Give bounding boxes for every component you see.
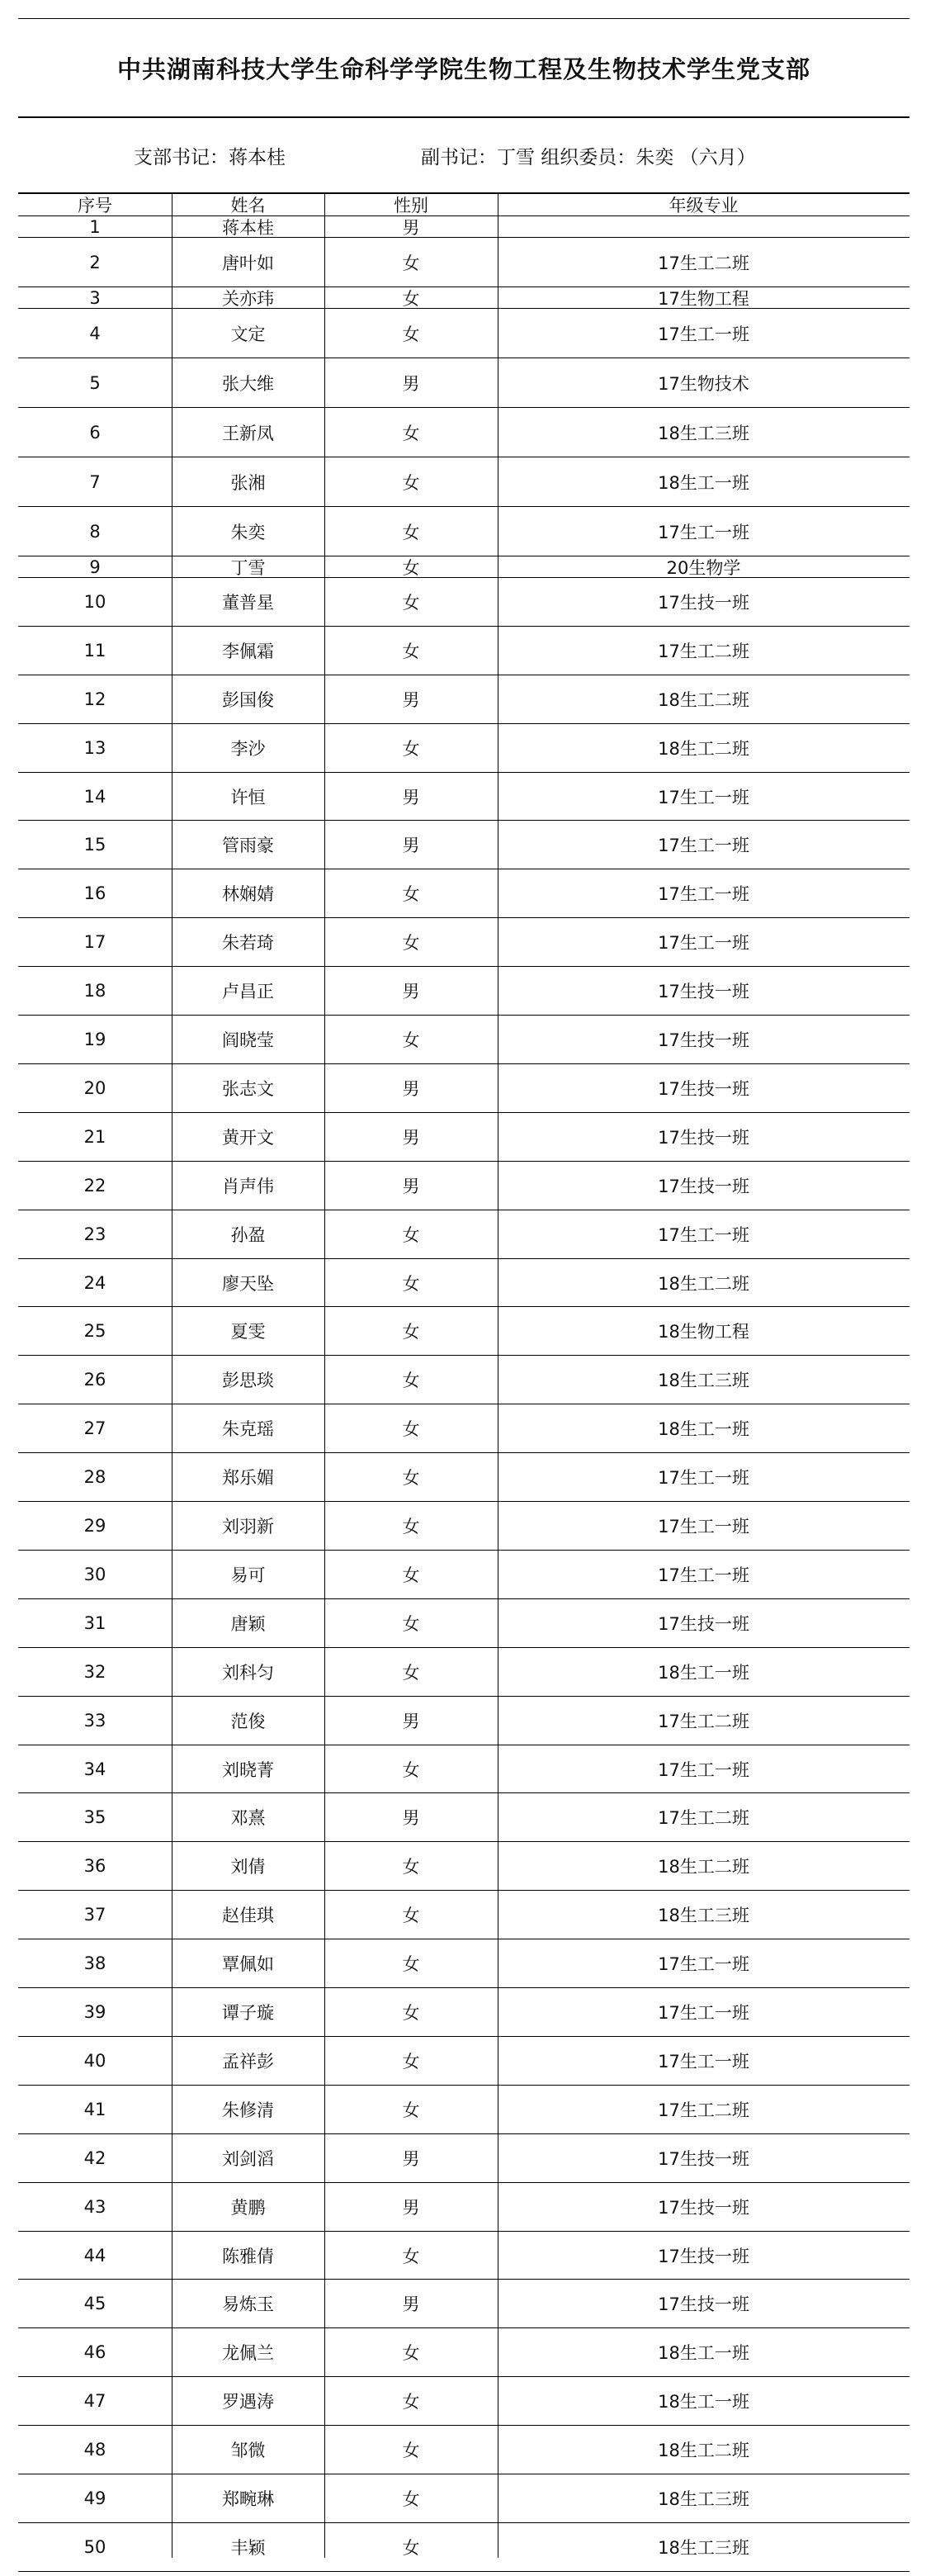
cell-grade-major: 18生工二班	[658, 2441, 749, 2461]
table-row	[18, 287, 909, 309]
cell-grade-major: 18生工三班	[658, 2537, 749, 2558]
table-row	[18, 2328, 909, 2377]
cell-seq: 26	[83, 1370, 106, 1390]
cell-name: 朱若琦	[222, 933, 274, 954]
deputy-and-committee: 副书记：丁雪 组织委员：朱奕 （六月）	[421, 147, 756, 168]
cell-name: 龙佩兰	[222, 2343, 274, 2364]
cell-gender: 女	[402, 2051, 420, 2072]
cell-seq: 20	[83, 1077, 106, 1098]
cell-seq: 43	[83, 2196, 106, 2217]
cell-grade-major: 18生工二班	[658, 738, 749, 759]
cell-name: 张湘	[230, 472, 266, 493]
table-row	[18, 2086, 909, 2134]
cell-name: 易炼玉	[222, 2294, 274, 2315]
cell-gender: 女	[402, 1759, 420, 1780]
cell-gender: 女	[402, 592, 420, 613]
table-row	[18, 1162, 909, 1210]
table-row	[18, 627, 909, 675]
document-title: 中共湖南科技大学生命科学学院生物工程及生物技术学生党支部	[18, 18, 909, 118]
cell-gender: 女	[402, 2246, 420, 2266]
cell-seq: 11	[83, 640, 106, 661]
cell-gender: 女	[402, 1613, 420, 1634]
table-row	[18, 1697, 909, 1745]
table-row	[18, 2474, 909, 2523]
table-row	[18, 967, 909, 1016]
cell-grade-major: 17生工二班	[658, 1711, 749, 1731]
cell-name: 刘羽新	[222, 1517, 274, 1537]
cell-seq: 23	[83, 1224, 106, 1244]
table-row	[18, 1939, 909, 1988]
table-header-row	[18, 193, 909, 216]
table-row	[18, 2280, 909, 2329]
table-row	[18, 1064, 909, 1113]
table-row	[18, 1891, 909, 1939]
table-row	[18, 2426, 909, 2474]
cell-grade-major: 18生工三班	[658, 1906, 749, 1926]
cell-grade-major: 17生工一班	[658, 1565, 749, 1585]
cell-grade-major: 17生技一班	[658, 2197, 749, 2218]
table-row	[18, 822, 909, 870]
cell-name: 朱修清	[222, 2100, 274, 2120]
cell-gender: 女	[402, 641, 420, 661]
cell-name: 廖天坠	[222, 1273, 274, 1294]
cell-gender: 女	[402, 884, 420, 905]
cell-seq: 47	[83, 2391, 106, 2412]
cell-seq: 30	[83, 1564, 106, 1584]
cell-gender: 男	[402, 982, 420, 1002]
cell-grade-major: 18生工二班	[658, 1273, 749, 1294]
table-row	[18, 1988, 909, 2037]
table-row	[18, 309, 909, 358]
cell-gender: 女	[402, 738, 420, 759]
cell-gender: 女	[402, 2343, 420, 2364]
cell-name: 刘剑滔	[222, 2148, 274, 2169]
table-row	[18, 457, 909, 507]
cell-grade-major: 18生工三班	[658, 1371, 749, 1391]
cell-name: 郑乐媚	[222, 1468, 274, 1489]
cell-seq: 5	[89, 372, 101, 393]
cell-seq: 15	[83, 835, 106, 855]
cell-grade-major: 17生工二班	[658, 2100, 749, 2120]
cell-name: 孟祥彭	[222, 2051, 274, 2072]
cell-grade-major: 17生工一班	[658, 2051, 749, 2072]
cell-gender: 女	[402, 1468, 420, 1489]
table-row	[18, 2134, 909, 2183]
cell-grade-major: 17生技一班	[658, 2294, 749, 2315]
cell-seq: 1	[89, 216, 101, 237]
cell-seq: 2	[89, 252, 101, 272]
cell-name: 刘科匀	[222, 1662, 274, 1683]
cell-name: 陈雅倩	[222, 2246, 274, 2266]
cell-seq: 31	[83, 1612, 106, 1633]
table-row	[18, 675, 909, 724]
cell-gender: 女	[402, 1419, 420, 1440]
cell-seq: 21	[83, 1126, 106, 1147]
cell-name: 黄鹏	[230, 2197, 266, 2218]
table-row	[18, 578, 909, 627]
cell-grade-major: 17生物工程	[658, 288, 749, 309]
cell-seq: 22	[83, 1175, 106, 1196]
cell-seq: 18	[83, 981, 106, 1002]
table-row	[18, 773, 909, 822]
cell-grade-major	[498, 216, 909, 237]
cell-gender: 男	[402, 1711, 420, 1731]
cell-gender: 男	[402, 1127, 420, 1148]
header-cell-name: 姓名	[230, 195, 266, 215]
cell-gender: 男	[402, 2294, 420, 2315]
cell-seq: 44	[83, 2245, 106, 2266]
cell-name: 肖声伟	[222, 1176, 274, 1196]
cell-gender: 男	[402, 1078, 420, 1099]
cell-seq: 17	[83, 932, 106, 953]
table-row	[18, 408, 909, 457]
cell-seq: 7	[89, 471, 101, 492]
cell-name: 文定	[230, 324, 266, 344]
cell-grade-major: 17生工二班	[658, 253, 749, 273]
cell-seq: 16	[83, 883, 106, 904]
header-cell-gender: 性别	[394, 195, 428, 215]
table-row	[18, 1016, 909, 1064]
table-row	[18, 1599, 909, 1648]
cell-name: 范俊	[230, 1711, 266, 1731]
cell-gender: 女	[402, 1371, 420, 1391]
cell-seq: 29	[83, 1516, 106, 1537]
cell-gender: 女	[402, 1517, 420, 1537]
cell-gender: 女	[402, 1273, 420, 1294]
cell-grade-major: 17生工一班	[658, 836, 749, 856]
cell-name: 谭子璇	[222, 2003, 274, 2024]
cell-gender: 女	[402, 2537, 420, 2558]
cell-gender: 女	[402, 1857, 420, 1878]
cell-grade-major: 17生工一班	[658, 787, 749, 807]
cell-gender: 女	[402, 1224, 420, 1245]
cell-grade-major: 17生工一班	[658, 1468, 749, 1489]
cell-seq: 48	[83, 2440, 106, 2460]
cell-gender: 女	[402, 933, 420, 954]
table-row	[18, 724, 909, 773]
cell-gender: 男	[402, 1176, 420, 1196]
cell-grade-major: 17生技一班	[658, 1176, 749, 1196]
cell-gender: 女	[402, 1662, 420, 1683]
cell-name: 唐叶如	[222, 253, 274, 273]
table-row	[18, 1356, 909, 1404]
cell-seq: 28	[83, 1467, 106, 1488]
cell-gender: 女	[402, 2489, 420, 2510]
cell-gender: 男	[402, 689, 420, 710]
cell-grade-major: 17生技一班	[658, 2246, 749, 2266]
cell-gender: 男	[402, 217, 420, 238]
cell-grade-major: 17生技一班	[658, 1030, 749, 1051]
cell-seq: 8	[89, 521, 101, 542]
cell-grade-major: 17生工一班	[658, 1954, 749, 1975]
cell-grade-major: 17生物技术	[658, 373, 749, 394]
cell-gender: 男	[402, 836, 420, 856]
branch-officers	[18, 117, 909, 194]
table-row	[18, 1502, 909, 1551]
table-row	[18, 507, 909, 556]
cell-grade-major: 17生工一班	[658, 324, 749, 344]
cell-grade-major: 17生工一班	[658, 1759, 749, 1780]
cell-seq: 3	[89, 287, 101, 308]
cell-grade-major: 17生技一班	[658, 2148, 749, 2169]
table-row	[18, 1210, 909, 1259]
cell-grade-major: 17生工二班	[658, 1808, 749, 1829]
cell-grade-major: 17生技一班	[658, 1613, 749, 1634]
table-row	[18, 1551, 909, 1599]
cell-grade-major: 17生技一班	[658, 982, 749, 1002]
cell-name: 覃佩如	[222, 1954, 274, 1975]
cell-name: 李佩霜	[222, 641, 274, 661]
cell-gender: 男	[402, 1808, 420, 1829]
cell-name: 丰颖	[230, 2537, 266, 2558]
cell-seq: 9	[89, 556, 101, 577]
header-cell-seq: 序号	[78, 195, 112, 215]
cell-gender: 女	[402, 2003, 420, 2024]
cell-name: 刘晓菁	[222, 1759, 274, 1780]
cell-gender: 女	[402, 1906, 420, 1926]
cell-seq: 34	[83, 1759, 106, 1779]
table-row	[18, 1308, 909, 1357]
cell-seq: 35	[83, 1807, 106, 1828]
cell-name: 张大维	[222, 373, 274, 394]
table-row	[18, 1404, 909, 1453]
cell-gender: 男	[402, 2148, 420, 2169]
cell-seq: 38	[83, 1953, 106, 1974]
cell-grade-major: 17生技一班	[658, 1127, 749, 1148]
table-row	[18, 2523, 909, 2572]
cell-seq: 41	[83, 2099, 106, 2119]
cell-gender: 女	[402, 253, 420, 273]
cell-seq: 4	[89, 323, 101, 343]
cell-gender: 女	[402, 1954, 420, 1975]
cell-name: 管雨豪	[222, 836, 274, 856]
header-cell-grade-major: 年级专业	[669, 195, 739, 215]
cell-seq: 14	[83, 786, 106, 807]
cell-name: 朱克瑶	[222, 1419, 274, 1440]
cell-name: 黄开文	[222, 1127, 274, 1148]
cell-gender: 女	[402, 324, 420, 344]
cell-grade-major: 18生工一班	[658, 472, 749, 493]
table-row	[18, 1259, 909, 1308]
cell-seq: 25	[83, 1321, 106, 1342]
cell-grade-major: 17生工一班	[658, 1517, 749, 1537]
cell-name: 许恒	[230, 787, 266, 807]
cell-grade-major: 17生工一班	[658, 2003, 749, 2024]
cell-seq: 27	[83, 1418, 106, 1439]
table-row	[18, 918, 909, 967]
cell-name: 刘倩	[230, 1857, 266, 1878]
cell-seq: 12	[83, 689, 106, 709]
table-row	[18, 1794, 909, 1843]
cell-grade-major: 17生工一班	[658, 1224, 749, 1245]
table-row	[18, 1453, 909, 1502]
table-row	[18, 1745, 909, 1794]
table-row	[18, 1113, 909, 1162]
table-row	[18, 1648, 909, 1697]
cell-seq: 10	[83, 591, 106, 612]
cell-gender: 女	[402, 1565, 420, 1585]
cell-seq: 37	[83, 1905, 106, 1925]
cell-name: 董普星	[222, 592, 274, 613]
cell-name: 张志文	[222, 1078, 274, 1099]
cell-grade-major: 20生物学	[666, 557, 741, 578]
cell-seq: 49	[83, 2488, 106, 2509]
table-row	[18, 2183, 909, 2232]
table-row	[18, 2037, 909, 2086]
party-branch-roster-sheet	[18, 18, 909, 2558]
cell-seq: 32	[83, 1661, 106, 1682]
cell-seq: 40	[83, 2050, 106, 2071]
branch-secretary: 支部书记：蒋本桂	[134, 147, 286, 168]
cell-grade-major: 18生工二班	[658, 1857, 749, 1878]
cell-gender: 女	[402, 522, 420, 542]
table-row	[18, 1842, 909, 1891]
cell-grade-major: 17生技一班	[658, 1078, 749, 1099]
cell-name: 孙盈	[230, 1224, 266, 1245]
cell-gender: 女	[402, 472, 420, 493]
table-row	[18, 556, 909, 578]
cell-grade-major: 18生工一班	[658, 1419, 749, 1440]
cell-gender: 女	[402, 288, 420, 309]
table-row	[18, 869, 909, 918]
cell-name: 王新凤	[222, 423, 274, 443]
cell-seq: 39	[83, 2002, 106, 2023]
cell-gender: 男	[402, 373, 420, 394]
cell-seq: 46	[83, 2342, 106, 2363]
cell-grade-major: 18生工三班	[658, 423, 749, 443]
cell-name: 丁雪	[230, 557, 266, 578]
cell-name: 彭思琰	[222, 1371, 274, 1391]
cell-grade-major: 17生工二班	[658, 641, 749, 661]
cell-seq: 19	[83, 1030, 106, 1050]
cell-name: 阎晓莹	[222, 1030, 274, 1051]
cell-gender: 女	[402, 2100, 420, 2120]
cell-name: 赵佳琪	[222, 1906, 274, 1926]
cell-name: 邓熹	[230, 1808, 266, 1829]
cell-grade-major: 18生工一班	[658, 1662, 749, 1683]
cell-gender: 男	[402, 787, 420, 807]
cell-name: 罗遇涛	[222, 2392, 274, 2413]
cell-grade-major: 18生工一班	[658, 2343, 749, 2364]
table-row	[18, 358, 909, 408]
table-row	[18, 2377, 909, 2426]
cell-grade-major: 17生技一班	[658, 592, 749, 613]
cell-gender: 女	[402, 2441, 420, 2461]
cell-gender: 女	[402, 1030, 420, 1051]
cell-name: 唐颖	[230, 1613, 266, 1634]
cell-grade-major: 18生物工程	[658, 1322, 749, 1342]
cell-name: 李沙	[230, 738, 266, 759]
cell-name: 卢昌正	[222, 982, 274, 1002]
cell-seq: 24	[83, 1272, 106, 1293]
cell-name: 关亦玮	[222, 288, 274, 309]
cell-grade-major: 18生工二班	[658, 689, 749, 710]
cell-gender: 女	[402, 423, 420, 443]
cell-grade-major: 18生工三班	[658, 2489, 749, 2510]
cell-seq: 13	[83, 737, 106, 758]
cell-name: 林娴婧	[222, 884, 274, 905]
cell-seq: 36	[83, 1856, 106, 1877]
cell-gender: 女	[402, 557, 420, 578]
cell-name: 朱奕	[230, 522, 266, 542]
cell-seq: 6	[89, 422, 101, 443]
table-row	[18, 238, 909, 287]
cell-name: 彭国俊	[222, 689, 274, 710]
table-row	[18, 216, 909, 238]
cell-name: 夏雯	[230, 1322, 266, 1342]
table-row	[18, 2232, 909, 2280]
cell-name: 郑畹琳	[222, 2489, 274, 2510]
cell-grade-major: 17生工一班	[658, 933, 749, 954]
cell-name: 邹微	[230, 2441, 266, 2461]
cell-seq: 45	[83, 2294, 106, 2314]
cell-gender: 女	[402, 2392, 420, 2413]
cell-gender: 男	[402, 2197, 420, 2218]
cell-seq: 33	[83, 1710, 106, 1731]
cell-gender: 女	[402, 1322, 420, 1342]
cell-name: 蒋本桂	[222, 217, 274, 238]
cell-seq: 42	[83, 2147, 106, 2168]
cell-grade-major: 18生工一班	[658, 2392, 749, 2413]
cell-seq: 50	[83, 2536, 106, 2557]
cell-name: 易可	[230, 1565, 266, 1585]
cell-grade-major: 17生工一班	[658, 884, 749, 905]
cell-grade-major: 17生工一班	[658, 522, 749, 542]
